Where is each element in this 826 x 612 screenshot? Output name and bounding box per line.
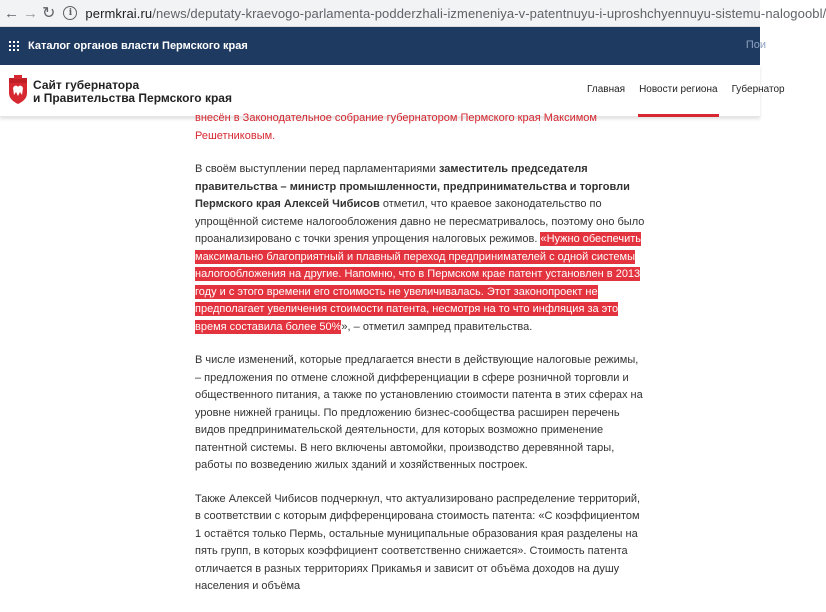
forward-arrow-icon[interactable]: → <box>23 4 38 22</box>
p2-outro: », – отметил зампред правительства. <box>341 320 533 333</box>
url-domain: permkrai.ru <box>85 5 153 21</box>
catalog-link[interactable]: Каталог органов власти Пермского края <box>28 40 248 52</box>
perm-krai-coat-of-arms-icon[interactable] <box>8 75 28 105</box>
p2-intro: В своём выступлении перед парламентариями <box>195 163 439 175</box>
search-link[interactable]: Пои <box>745 39 766 51</box>
menu-item-governor[interactable]: Губернатор <box>731 84 785 95</box>
site-title[interactable] <box>33 79 232 105</box>
grid-menu-icon[interactable] <box>9 41 19 51</box>
browser-toolbar <box>0 0 826 27</box>
info-icon[interactable]: i <box>63 6 77 20</box>
reload-icon[interactable]: ↻ <box>42 5 56 22</box>
back-arrow-icon[interactable]: ← <box>4 4 19 22</box>
p2-text: отметил, что краевое законодательство по упрощённой системе налогообложения давно не пересматривалось, поэтому оно было проанализировано с точки зрения упрощения налоговых режимов. <box>195 198 645 245</box>
article-paragraph-quote <box>195 161 645 336</box>
highlighted-quote: «Нужно обеспечить максимально благоприятный и плавный переход предпринимателей с одной системы налогообложения на другие. Напомню, что в Пермском крае патент установлен в 2013 году и с этого времени его стоимость не увеличивалась. Этот законопроект не предполагает увеличения стоимости патента, несмотря на то что инфляция за это время составила более 50% <box>195 233 642 333</box>
p2-speaker: заместитель председателя правительства – министр промышленности, предпринимательства и торговли Пермского края Алексей Чибисов <box>195 163 630 210</box>
article-body <box>195 112 645 612</box>
address-bar[interactable] <box>63 0 826 27</box>
catalog-bar <box>0 27 766 65</box>
menu-item-home[interactable]: Главная <box>587 84 626 95</box>
url-text[interactable] <box>85 6 826 21</box>
article-paragraph-lead: внесён в Законодательное собрание губернатором Пермского края Максимом Решетниковым. <box>195 112 597 142</box>
site-title-line1: Сайт губернатора <box>33 78 140 92</box>
article-paragraph-territories: Также Алексей Чибисов подчеркнул, что актуализировано распределение территорий, в соответствии с которым дифференцирована стоимость патента: «С коэффициентом 1 остаётся только Пермь, остальные муниципальные образования края разделены на пять групп, в которых коэффициент соответственно снижается». Стоимость патента отличается в разных территориях Прикамья и зависит от объёма доходов на душу населения и объёма <box>195 492 641 592</box>
site-title-line2: и Правительства Пермского края <box>33 91 232 105</box>
url-path: /news/deputaty-kraevogo-parlamenta-podderzhali-izmeneniya-v-patentnuyu-i-uproshchyennuyu-sistemu-nalogoobl/ <box>152 5 826 21</box>
article-paragraph-changes: В числе изменений, которые предлагается внести в действующие налоговые режимы, – предложения по отмене сложной дифференциации в сфере розничной торговли и общественного питания, а также по установлению стоимости патента в этих сферах на уровне нижней границы. По предложению бизнес-сообщества расширен перечень видов предпринимательской деятельности, для которых возможно применение патентной системы. В него включены автомойки, производство деревянной тары, работы по возведению жилых зданий и хозяйственных построек. <box>195 354 643 471</box>
menu-item-region-news[interactable]: Новости региона <box>639 65 718 117</box>
